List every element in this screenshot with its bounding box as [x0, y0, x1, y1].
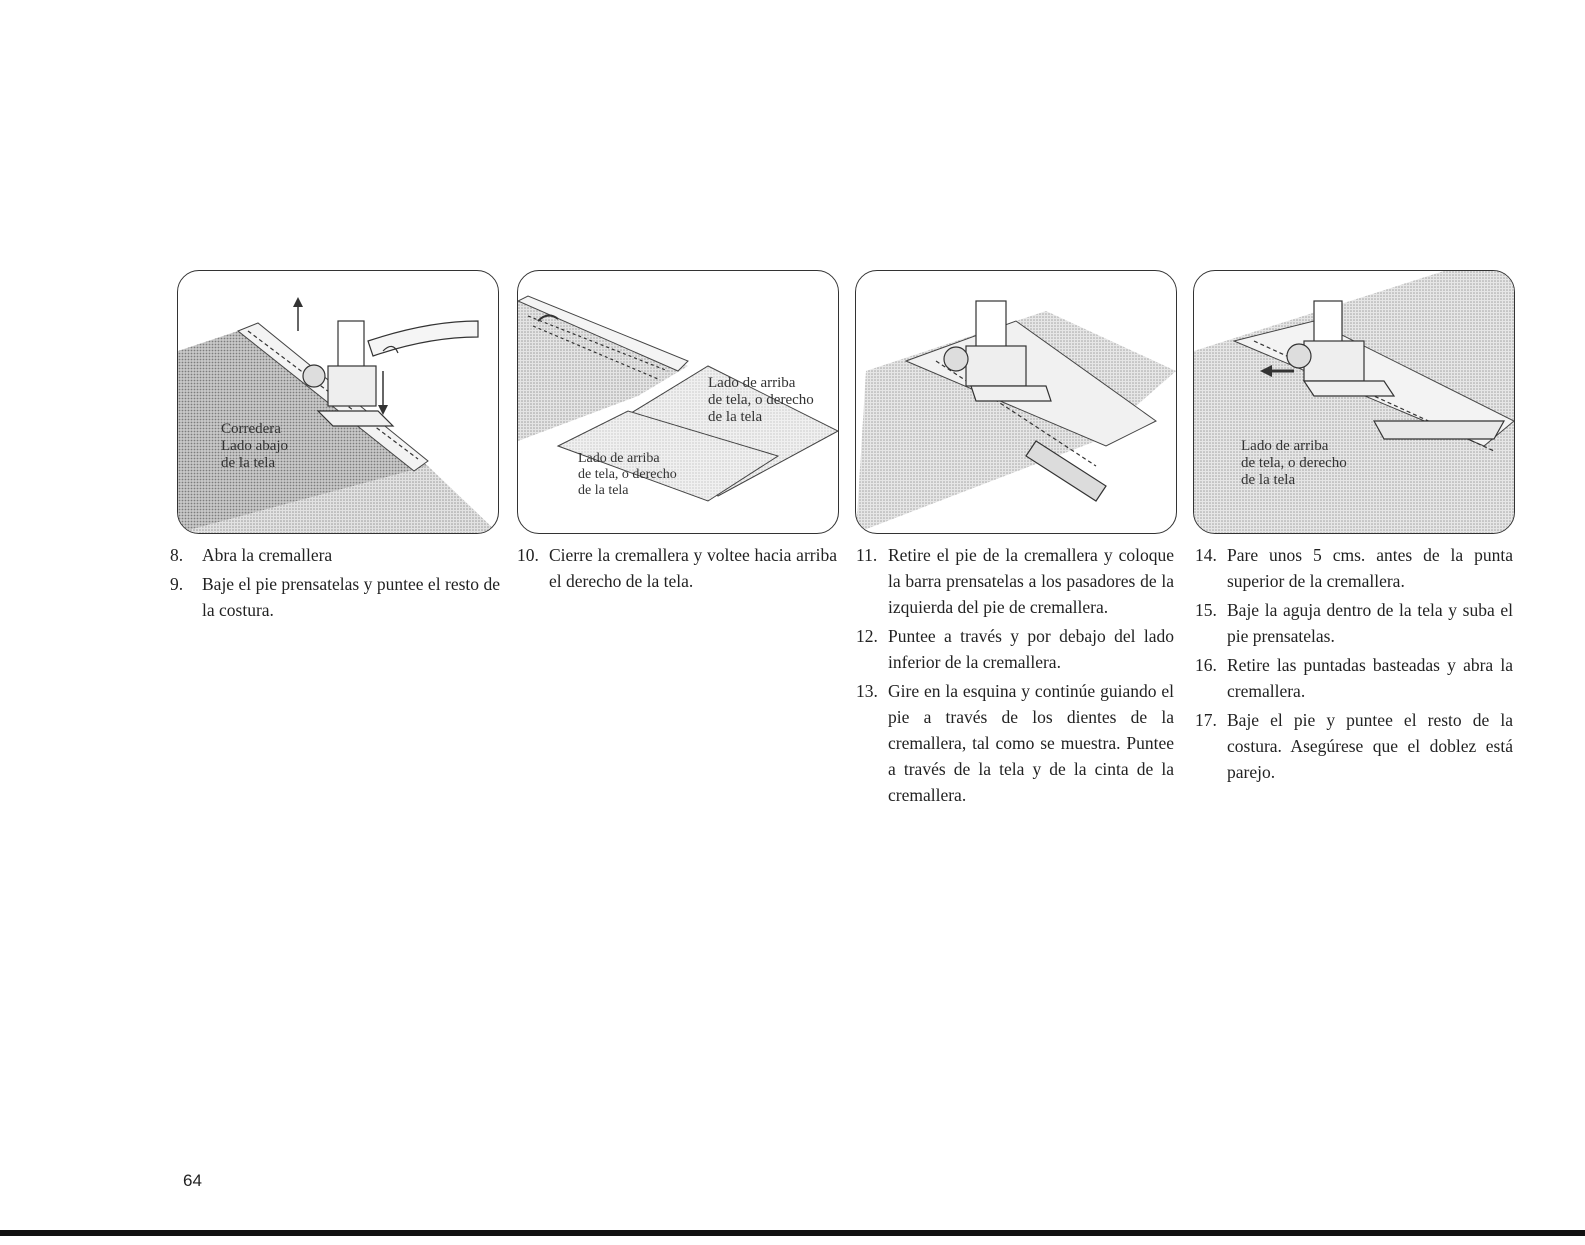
step-item: 16. Retire las puntadas basteadas y abra la cremallera.: [1195, 655, 1513, 701]
illustration-step-8: [177, 270, 499, 534]
step-item: 12. Puntee a través y por debajo del lado inferior de la cremallera.: [856, 626, 1174, 672]
step-item: 13. Gire en la esquina y continúe guiando el pie a través de los dientes de la cremallera, tal como se muestra. Puntee a través de la tela y de la cinta de la cremallera.: [856, 681, 1174, 805]
instructions-column-1: [170, 542, 500, 626]
step-item: 11. Retire el pie de la cremallera y coloque la barra prensatelas a los pasadores de la izquierda del pie de cremallera.: [856, 545, 1174, 617]
zipper-finish-illustration: [1194, 271, 1514, 533]
callout-right-side-top: Lado de arriba de tela, o derecho de la tela: [708, 375, 814, 425]
zipper-corner-stitch-illustration: [856, 271, 1176, 533]
step-item: 9. Baje el pie prensatelas y puntee el resto de la costura.: [170, 574, 500, 620]
page-number: 64: [183, 1171, 202, 1190]
illustration-step-10: [517, 270, 839, 534]
callout-slider-underside: Corredera Lado abajo de la tela: [221, 421, 289, 471]
step-item: 15. Baje la aguja dentro de la tela y suba el pie prensatelas.: [1195, 600, 1513, 646]
step-item: 8. Abra la cremallera: [170, 545, 333, 565]
callout-right-side: Lado de arriba de tela, o derecho de la tela: [1241, 438, 1347, 488]
callout-right-side-bottom: Lado de arriba de tela, o derecho de la tela: [578, 451, 677, 498]
step-item: 17. Baje el pie y puntee el resto de la costura. Asegúrese que el doblez está parejo.: [1195, 710, 1513, 782]
sewing-machine-foot-illustration: [178, 271, 498, 533]
instructions-column-3: [856, 542, 1174, 811]
illustration-step-14-17: [1193, 270, 1515, 534]
illustration-step-11-13: [855, 270, 1177, 534]
instructions-column-4: [1195, 542, 1513, 788]
instructions-column-2: [517, 542, 837, 597]
step-item: 10. Cierre la cremallera y voltee hacia arriba el derecho de la tela.: [517, 545, 837, 591]
step-item: 14. Pare unos 5 cms. antes de la punta superior de la cremallera.: [1195, 545, 1513, 591]
footer-rule: [0, 1230, 1585, 1236]
